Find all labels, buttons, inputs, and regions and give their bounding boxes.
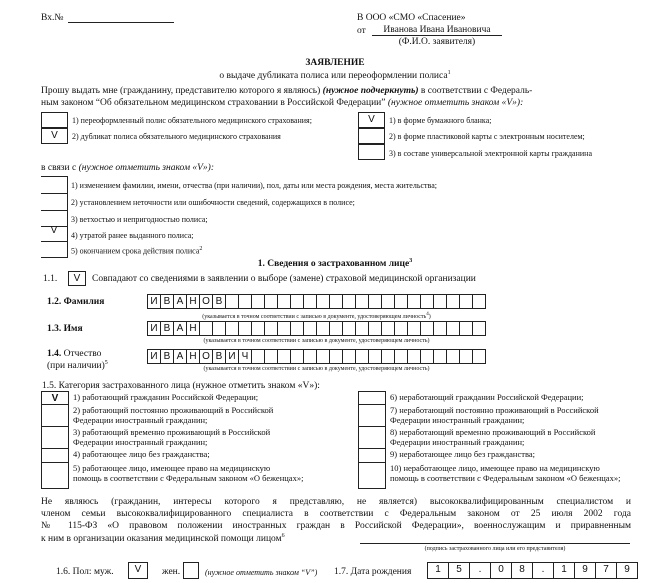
birth-date-cell[interactable]: 8 (511, 562, 533, 579)
name-cell[interactable] (251, 321, 265, 336)
category-left-4-label: 4) работающее лицо без гражданства; (73, 449, 210, 459)
patronymic-sup: 5 (104, 360, 108, 366)
category-left-2-label: Федерации иностранный гражданин; (73, 415, 208, 425)
request-line-2a: ным законом “Об обязательном медицинском страховании в Российской Федерации” (41, 98, 386, 108)
surname-cell[interactable] (407, 294, 421, 309)
patronymic-cells[interactable] (147, 349, 486, 364)
gender-label: 1.6. Пол: (56, 567, 92, 577)
surname-cell[interactable]: О (199, 294, 213, 309)
statement-line-4 (41, 533, 285, 545)
name-cell[interactable]: Н (186, 321, 200, 336)
surname-cell[interactable] (225, 294, 239, 309)
name-cell[interactable] (459, 321, 473, 336)
reason-label-a: в связи с (41, 163, 77, 173)
reason-2-label: 2) установлением неточности или ошибочности сведений, содержащихся в полисе; (71, 198, 355, 207)
reason-5-sup: 2 (199, 246, 203, 252)
patronymic-cell[interactable] (407, 349, 421, 364)
category-right-4-label: 9) неработающее лицо без гражданства; (390, 449, 536, 459)
surname-cells[interactable] (147, 294, 486, 309)
patronymic-num: 1.4. (47, 349, 62, 359)
section1-title-text: 1. Сведения о застрахованном лице (257, 259, 410, 270)
surname-cell[interactable] (342, 294, 356, 309)
category-left-3-checkbox[interactable] (41, 426, 69, 449)
surname-cell[interactable]: В (212, 294, 226, 309)
patronymic-cell[interactable] (459, 349, 473, 364)
signature-line[interactable] (360, 543, 630, 544)
request-line-2b: (нужное отметить знаком «V»): (387, 98, 524, 108)
surname-cell[interactable] (316, 294, 330, 309)
form-option-1-label: 1) в форме бумажного бланка; (389, 116, 492, 125)
patronymic-cell[interactable] (420, 349, 434, 364)
category-left-3-label: 3) работающий временно проживающий в Российской (73, 427, 271, 437)
surname-cell[interactable] (472, 294, 486, 309)
policy-option-1-label: 1) переоформленный полис обязательного медицинского страхования; (72, 116, 312, 125)
birth-date-cell[interactable]: . (469, 562, 491, 579)
birth-date-cell[interactable]: 9 (574, 562, 596, 579)
patronymic-cell[interactable]: Н (186, 349, 200, 364)
name-cell[interactable] (303, 321, 317, 336)
name-cell[interactable] (472, 321, 486, 336)
birth-date-cell[interactable]: 7 (595, 562, 617, 579)
request-line-1 (41, 86, 532, 97)
patronymic-caption-text: (указывается в точном соответствии с записью в документе, удостоверяющем личность (203, 366, 428, 372)
name-cells[interactable] (147, 321, 486, 336)
category-left-2-label: 2) работающий постоянно проживающий в Российской (73, 405, 274, 415)
category-left-group (41, 391, 358, 493)
surname-cell[interactable]: И (147, 294, 161, 309)
policy-option-2-label: 2) дубликат полиса обязательного медицинского страхования (72, 132, 281, 141)
surname-cell[interactable]: Н (186, 294, 200, 309)
reason-2-checkbox[interactable] (41, 194, 67, 210)
r11-checkbox[interactable]: V (68, 271, 86, 286)
name-cell[interactable] (394, 321, 408, 336)
birth-date-cell[interactable]: . (532, 562, 554, 579)
category-left-5-label: помощь в соответствии с Федеральным законом «О беженцах»; (73, 473, 304, 483)
patronymic-cell[interactable] (433, 349, 447, 364)
surname-cell[interactable] (446, 294, 460, 309)
surname-cell[interactable] (433, 294, 447, 309)
signature-caption: (подпись застрахованного лица или его представителя) (424, 546, 566, 552)
patronymic-label-b-text: (при наличии) (47, 361, 105, 372)
patronymic-cell[interactable]: А (173, 349, 187, 364)
surname-caption-sup: 4 (426, 312, 429, 317)
statement-line-2: членом семьи высококвалифицированного специалиста в соответствии с Федеральным законом от 25 июля 2002 года (41, 509, 631, 519)
patronymic-cell[interactable] (277, 349, 291, 364)
vh-label: Вх.№ (41, 13, 64, 23)
form-option-2-checkbox[interactable] (358, 128, 385, 144)
surname-cell[interactable] (355, 294, 369, 309)
name-cell[interactable] (446, 321, 460, 336)
name-cell[interactable]: И (147, 321, 161, 336)
name-cell[interactable] (212, 321, 226, 336)
category-right-3-label: 8) неработающий временно проживающий в Российской (390, 427, 596, 437)
surname-cell[interactable] (381, 294, 395, 309)
doc-subtitle-text: о выдаче дубликата полиса или переоформлении полиса (219, 71, 448, 82)
surname-caption: (указывается в точном соответствии с записью в документе, удостоверяющем личность$^4$) (202, 312, 431, 320)
birth-date-cells[interactable] (427, 562, 637, 579)
recipient-text: В ООО «СМО «Спасение» (357, 13, 466, 23)
patronymic-cell[interactable] (316, 349, 330, 364)
request-line-1c: в соответствии с Федераль- (420, 86, 533, 96)
name-cell[interactable] (342, 321, 356, 336)
name-cell[interactable] (264, 321, 278, 336)
birth-date-cell[interactable]: 9 (616, 562, 638, 579)
name-cell[interactable] (381, 321, 395, 336)
gender-male-checkbox[interactable]: V (128, 562, 148, 579)
reason-5-checkbox[interactable] (41, 242, 67, 258)
name-label: 1.3. Имя (47, 324, 83, 334)
patronymic-cell[interactable]: В (160, 349, 174, 364)
category-right-1-checkbox[interactable] (358, 391, 386, 405)
policy-option-1-checkbox[interactable] (41, 112, 68, 128)
statement-line-4-text: к ним в организации оказания медицинской помощи лицом (41, 534, 282, 545)
name-cell[interactable] (290, 321, 304, 336)
name-cell[interactable]: В (160, 321, 174, 336)
vh-number-field[interactable] (68, 22, 174, 23)
surname-cell[interactable] (290, 294, 304, 309)
reason-divider (67, 176, 68, 258)
category-right-3-label: Федерации иностранный гражданин; (390, 437, 525, 447)
request-line-1b: (нужное подчеркнуть) (322, 86, 419, 96)
surname-cell[interactable] (368, 294, 382, 309)
form-option-3-checkbox[interactable] (358, 144, 385, 160)
reason-5-label (71, 246, 202, 257)
patronymic-cell[interactable]: Ч (238, 349, 252, 364)
surname-cell[interactable] (420, 294, 434, 309)
surname-cell[interactable] (264, 294, 278, 309)
category-left-3-label: Федерации иностранный гражданин; (73, 437, 208, 447)
patronymic-label-b (47, 360, 108, 372)
name-cell[interactable] (420, 321, 434, 336)
patronymic-cell[interactable]: О (199, 349, 213, 364)
reason-5-label-text: 5) окончанием срока действия полиса (71, 246, 200, 256)
name-cell[interactable] (407, 321, 421, 336)
category-right-5-checkbox[interactable] (358, 462, 386, 489)
patronymic-label (47, 349, 101, 360)
gender-female-label: жен. (162, 567, 181, 577)
patronymic-cell[interactable] (394, 349, 408, 364)
patronymic-cell[interactable] (355, 349, 369, 364)
name-cell[interactable] (329, 321, 343, 336)
patronymic-cell[interactable] (264, 349, 278, 364)
name-cell[interactable] (355, 321, 369, 336)
birth-date-cell[interactable]: 1 (553, 562, 575, 579)
category-right-3-checkbox[interactable] (358, 426, 386, 449)
form-option-1-checkbox[interactable]: V (358, 112, 385, 128)
doc-title: ЗАЯВЛЕНИЕ (305, 58, 365, 68)
category-right-5-label: помощь в соответствии с Федеральным законом «О беженцах»; (390, 473, 621, 483)
surname-caption-text: (указывается в точном соответствии с записью в документе, удостоверяющем личность (202, 314, 427, 320)
category-left-5-checkbox[interactable] (41, 462, 69, 489)
surname-cell[interactable]: А (173, 294, 187, 309)
request-line-2 (41, 98, 523, 109)
surname-cell[interactable] (394, 294, 408, 309)
patronymic-cell[interactable] (290, 349, 304, 364)
surname-cell[interactable] (277, 294, 291, 309)
patronymic-cell[interactable] (342, 349, 356, 364)
surname-label: 1.2. Фамилия (47, 297, 105, 307)
name-cell[interactable]: А (173, 321, 187, 336)
doc-subtitle-sup: 1 (447, 70, 451, 76)
category-right-1-label: 6) неработающий гражданин Российской Федерации; (390, 392, 584, 402)
category-left-2-checkbox[interactable] (41, 404, 69, 427)
birth-date-cell[interactable]: 0 (490, 562, 512, 579)
category-left-1-label: 1) работающий гражданин Российской Федерации; (73, 392, 259, 402)
category-right-5-label: 10) неработающее лицо, имеющее право на медицинскую (390, 463, 600, 473)
name-cell[interactable] (277, 321, 291, 336)
section1-title (0, 258, 670, 270)
patronymic-cell[interactable] (381, 349, 395, 364)
gender-female-checkbox[interactable] (183, 562, 199, 579)
category-left-1-checkbox[interactable]: V (41, 391, 69, 405)
r11-text: Совпадают со сведениями в заявлении о выборе (замене) страховой медицинской организации (92, 274, 476, 284)
reason-label-b: (нужное отметить знаком «V»): (78, 163, 215, 173)
patronymic-cell[interactable]: И (225, 349, 239, 364)
reason-label (41, 163, 214, 174)
surname-cell[interactable] (459, 294, 473, 309)
patronymic-label-a: Отчество (63, 349, 102, 359)
category-label: 1.5. Категория застрахованного лица (нужное отметить знаком «V»): (42, 381, 320, 391)
surname-cell[interactable]: В (160, 294, 174, 309)
r11-num: 1.1. (43, 274, 58, 284)
name-cell[interactable] (433, 321, 447, 336)
category-right-2-label: Федерации иностранный гражданин; (390, 415, 525, 425)
category-right-4-checkbox[interactable] (358, 448, 386, 463)
category-left-5-label: 5) работающее лицо, имеющее право на медицинскую (73, 463, 271, 473)
patronymic-cell[interactable]: В (212, 349, 226, 364)
patronymic-cell[interactable] (368, 349, 382, 364)
request-line-1a: Прошу выдать мне (гражданину, представителю которого я являюсь) (41, 86, 321, 96)
name-caption: (указывается в точном соответствии с записью в документе, удостоверяющем личность) (203, 338, 430, 344)
reason-1-label: 1) изменением фамилии, имени, отчества (при наличии), пол, даты или места рождения, места жительства; (71, 181, 437, 190)
section1-title-sup: 3 (409, 258, 413, 264)
name-cell[interactable] (238, 321, 252, 336)
reason-3-label: 3) ветхостью и непригодностью полиса; (71, 215, 208, 224)
surname-cell[interactable] (238, 294, 252, 309)
patronymic-cell[interactable] (251, 349, 265, 364)
gender-male-label: муж. (94, 567, 114, 577)
birth-date-cell[interactable]: 1 (427, 562, 449, 579)
name-cell[interactable] (368, 321, 382, 336)
category-right-group (358, 391, 623, 493)
patronymic-cell[interactable]: И (147, 349, 161, 364)
category-right-2-checkbox[interactable] (358, 404, 386, 427)
applicant-name-underline (372, 35, 502, 36)
surname-cell[interactable] (251, 294, 265, 309)
patronymic-cell[interactable] (329, 349, 343, 364)
birth-date-cell[interactable]: 5 (448, 562, 470, 579)
form-option-3-label: 3) в составе универсальной электронной карты гражданина (389, 149, 592, 158)
surname-cell[interactable] (329, 294, 343, 309)
patronymic-cell[interactable] (472, 349, 486, 364)
name-cell[interactable] (225, 321, 239, 336)
reason-4-checkbox[interactable]: V (50, 225, 58, 236)
reason-4-label: 4) утратой ранее выданного полиса; (71, 231, 194, 240)
category-left-4-checkbox[interactable] (41, 448, 69, 463)
gender-hint: (нужное отметить знаком “V”) (205, 568, 318, 577)
statement-line-1: Не являюсь (гражданин, интересы которого я представляю, не является) высококвалифицированным специалистом и (41, 497, 631, 507)
from-label: от (357, 26, 366, 36)
reason-1-checkbox[interactable] (41, 177, 67, 193)
name-caption-text: (указывается в точном соответствии с записью в документе, удостоверяющем личность (203, 338, 428, 344)
name-cell[interactable] (199, 321, 213, 336)
patronymic-cell[interactable] (303, 349, 317, 364)
birth-label: 1.7. Дата рождения (334, 567, 412, 577)
doc-subtitle (0, 70, 670, 82)
patronymic-caption: (указывается в точном соответствии с записью в документе, удостоверяющем личность) (203, 366, 430, 372)
policy-option-2-checkbox[interactable]: V (41, 128, 68, 144)
surname-cell[interactable] (303, 294, 317, 309)
statement-line-3: № 115-ФЗ «О правовом положении иностранных граждан в Российской Федерации», военнослужащим и приравненным (41, 521, 631, 531)
category-right-2-label: 7) неработающий постоянно проживающий в Российской (390, 405, 599, 415)
fio-caption: (Ф.И.О. заявителя) (398, 37, 476, 47)
applicant-name[interactable]: Иванова Ивана Ивановича (383, 25, 491, 35)
patronymic-cell[interactable] (446, 349, 460, 364)
name-cell[interactable] (316, 321, 330, 336)
statement-line-4-sup: 6 (281, 533, 285, 539)
form-option-2-label: 2) в форме пластиковой карты с электронным носителем; (389, 132, 585, 141)
